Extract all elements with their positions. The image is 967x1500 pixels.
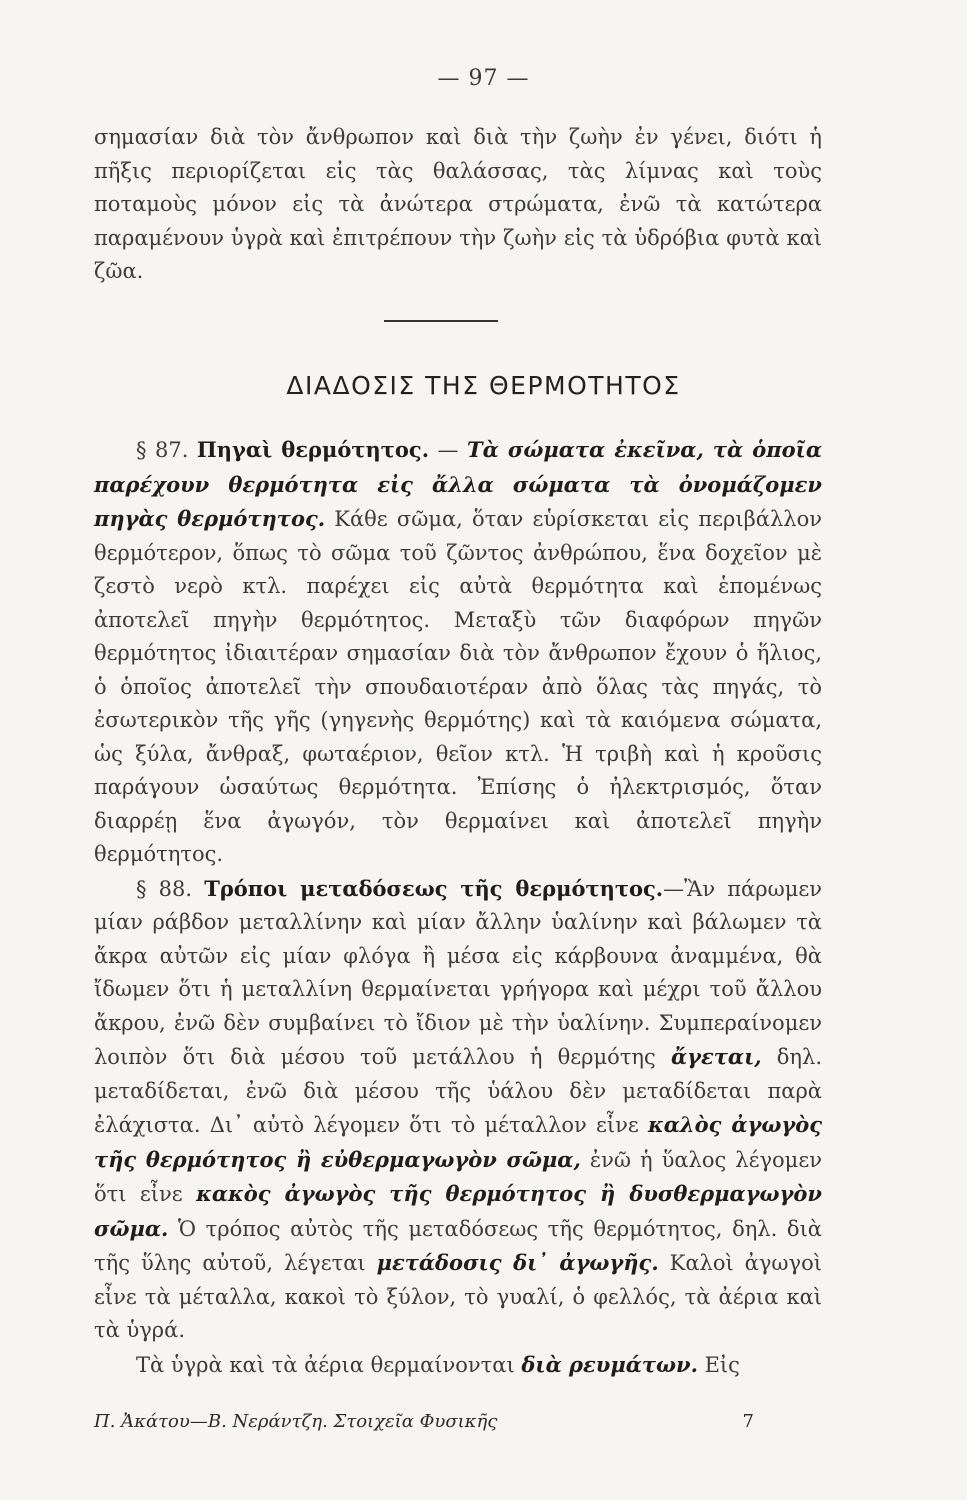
last-paragraph-emphasis: διὰ ρευμάτων.: [521, 1351, 698, 1377]
paragraph-87: [94, 433, 822, 872]
paragraph-88-emphasis-2: καλὸς ἀγωγὸς τῆς θερμότητος ἢ εὐθερμαγωγὸν σῶμα,: [94, 1112, 822, 1172]
main-text-block: [94, 433, 822, 1382]
paragraph-88-number: § 88.: [136, 876, 193, 901]
paragraph-88-text-2: δηλ. μεταδίδεται, ἐνῶ διὰ μέσου τῆς ὑάλου δὲν μεταδίδεται παρὰ ἐλάχιστα. Δι᾽ αὐτὸ λέγομεν ὅτι τὸ μέταλλον εἶνε: [94, 1045, 822, 1137]
footer-credit: Π. Ἀκάτου—Β. Νεράντζη. Στοιχεῖα Φυσικῆς: [94, 1411, 498, 1432]
footer-signature-mark: 7: [742, 1411, 754, 1432]
last-paragraph: [94, 1348, 822, 1383]
paragraph-88-dash: —: [663, 876, 685, 901]
last-paragraph-text-1: Τὰ ὑγρὰ καὶ τὰ ἀέρια θερμαίνονται: [136, 1352, 515, 1377]
paragraph-88-text-5: Καλοὶ ἀγωγοὶ εἶνε τὰ μέταλλα, κακοὶ τὸ ξύλον, τὸ γυαλί, ὁ φελλός, τὰ ἀέρια καὶ τὰ ὑγρά.: [94, 1251, 822, 1342]
paragraph-88-emphasis-1: ἄγεται,: [671, 1044, 762, 1069]
intro-paragraph: σημασίαν διὰ τὸν ἄνθρωπον καὶ διὰ τὴν ζωὴν ἐν γένει, διότι ἡ πῆξις περιορίζεται εἰς τὰς θαλάσσας, τὰς λίμνας καὶ τοὺς ποταμοὺς μόνον εἰς τὰ ἀνώτερα στρώματα, ἐνῶ τὰ κατώτερα παραμένουν ὑγρὰ καὶ ἐπιτρέπουν τὴν ζωὴν εἰς τὰ ὑδρόβια φυτὰ καὶ ζῶα.: [94, 125, 822, 283]
paragraph-88-title: Τρόποι μεταδόσεως τῆς θερμότητος.: [204, 875, 664, 901]
paragraph-88-text-3: ἐνῶ ἡ ὕαλος λέγομεν ὅτι εἶνε: [94, 1147, 822, 1206]
section-heading: ΔΙΑΔΟΣΙΣ ΤΗΣ ΘΕΡΜΟΤΗΤΟΣ: [286, 371, 681, 400]
last-paragraph-text-2: Εἰς: [704, 1352, 740, 1377]
paragraph-88-text-1: Ἂν πάρωμεν μίαν ράβδον μεταλλίνην καὶ μίαν ἄλλην ὑαλίνην καὶ βάλωμεν τὰ ἄκρα αὐτῶν εἰς μίαν φλόγα ἢ μέσα εἰς κάρβουνα ἀναμμένα, θὰ ἴδωμεν ὅτι ἡ μεταλλίνη θερμαίνεται γρήγορα καὶ μέχρι τοῦ ἄλλου ἄκρου, ἐνῶ δὲν συμβαίνει τὸ ἴδιον μὲ τὴν ὑαλίνην. Συμπεραίνομεν λοιπὸν ὅτι διὰ μέσου τοῦ μετάλλου ἡ θερμότης: [94, 876, 822, 1069]
paragraph-87-number: § 87.: [136, 438, 189, 462]
paragraph-88: [94, 872, 822, 1348]
page-footer: [94, 1411, 822, 1432]
page-number: — 97 —: [437, 66, 530, 91]
paragraph-88-emphasis-3: κακὸς ἀγωγὸς τῆς θερμότητος ἢ δυσθερμαγωγὸν σῶμα.: [94, 1181, 822, 1241]
intro-text-block: [94, 121, 822, 289]
paragraph-87-definition: Τὰ σώματα ἐκεῖνα, τὰ ὁποῖα παρέχουν θερμότητα εἰς ἄλλα σώματα τὰ ὀνομάζομεν πηγὰς θερμότητος.: [94, 437, 822, 531]
paragraph-87-title: Πηγαὶ θερμότητος.: [196, 437, 430, 462]
section-divider: [384, 320, 498, 322]
paragraph-87-body: Κάθε σῶμα, ὅταν εὑρίσκεται εἰς περιβάλλον θερμότερον, ὅπως τὸ σῶμα τοῦ ζῶντος ἀνθρώπου, ἕνα δοχεῖον μὲ ζεστὸ νερὸ κτλ. παρέχει εἰς αὐτὰ θερμότητα καὶ ἑπομένως ἀποτελεῖ πηγὴν θερμότητος. Μεταξὺ τῶν διαφόρων πηγῶν θερμότητος ἰδιαιτέραν σημασίαν διὰ τὸν ἄνθρωπον ἔχουν ὁ ἥλιος, ὁ ὁποῖος ἀποτελεῖ τὴν σπουδαιοτέραν ἀπὸ ὅλας τὰς πηγάς, τὸ ἐσωτερικὸν τῆς γῆς (γηγενὴς θερμότης) καὶ τὰ καιόμενα σώματα, ὡς ξύλα, ἄνθραξ, φωταέριον, θεῖον κτλ. Ἡ τριβὴ καὶ ἡ κροῦσις παράγουν ὡσαύτως θερμότητα. Ἐπίσης ὁ ἠλεκτρισμός, ὅταν διαρρέῃ ἕνα ἀγωγόν, τὸν θερμαίνει καὶ ἀποτελεῖ πηγὴν θερμότητος.: [94, 507, 822, 866]
paragraph-88-emphasis-4: μετάδοσις δι᾽ ἀγωγῆς.: [376, 1250, 659, 1275]
paragraph-88-text-4: Ὁ τρόπος αὐτὸς τῆς μεταδόσεως τῆς θερμότητος, δηλ. διὰ τῆς ὕλης αὐτοῦ, λέγεται: [94, 1216, 822, 1275]
paragraph-87-dash: —: [429, 438, 467, 462]
